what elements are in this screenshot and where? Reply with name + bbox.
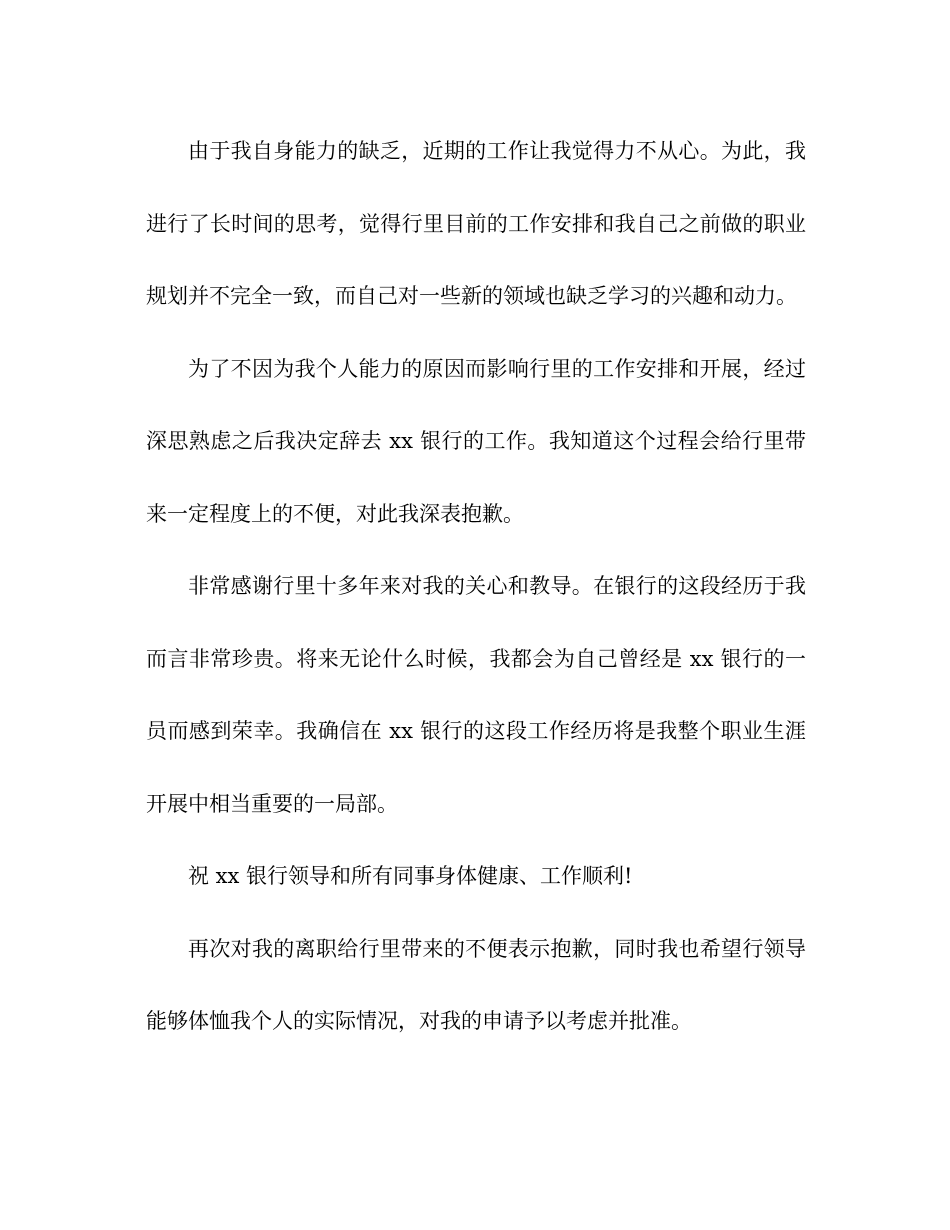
paragraph-gratitude: 非常感谢行里十多年来对我的关心和教导。在银行的这段经历于我而言非常珍贵。将来无论什么时候，我都会为自己曾经是 xx 银行的一员而感到荣幸。我确信在 xx 银行的这段工作经历将是我整个职业生涯开展中相当重要的一局部。 (146, 574, 806, 816)
paragraph-reason: 由于我自身能力的缺乏，近期的工作让我觉得力不从心。为此，我进行了长时间的思考，觉得行里目前的工作安排和我自己之前做的职业规划并不完全一致，而自己对一些新的领域也缺乏学习的兴趣和动力。 (146, 139, 806, 308)
paragraph-closing: 再次对我的离职给行里带来的不便表示抱歉，同时我也希望行领导能够体恤我个人的实际情况，对我的申请予以考虑并批准。 (146, 936, 806, 1033)
paragraph-decision: 为了不因为我个人能力的原因而影响行里的工作安排和开展，经过深思熟虑之后我决定辞去 xx 银行的工作。我知道这个过程会给行里带来一定程度上的不便，对此我深表抱歉。 (146, 356, 806, 526)
paragraph-wishes: 祝 xx 银行领导和所有同事身体健康、工作顺利! (188, 864, 633, 888)
letter-body (146, 115, 806, 1058)
